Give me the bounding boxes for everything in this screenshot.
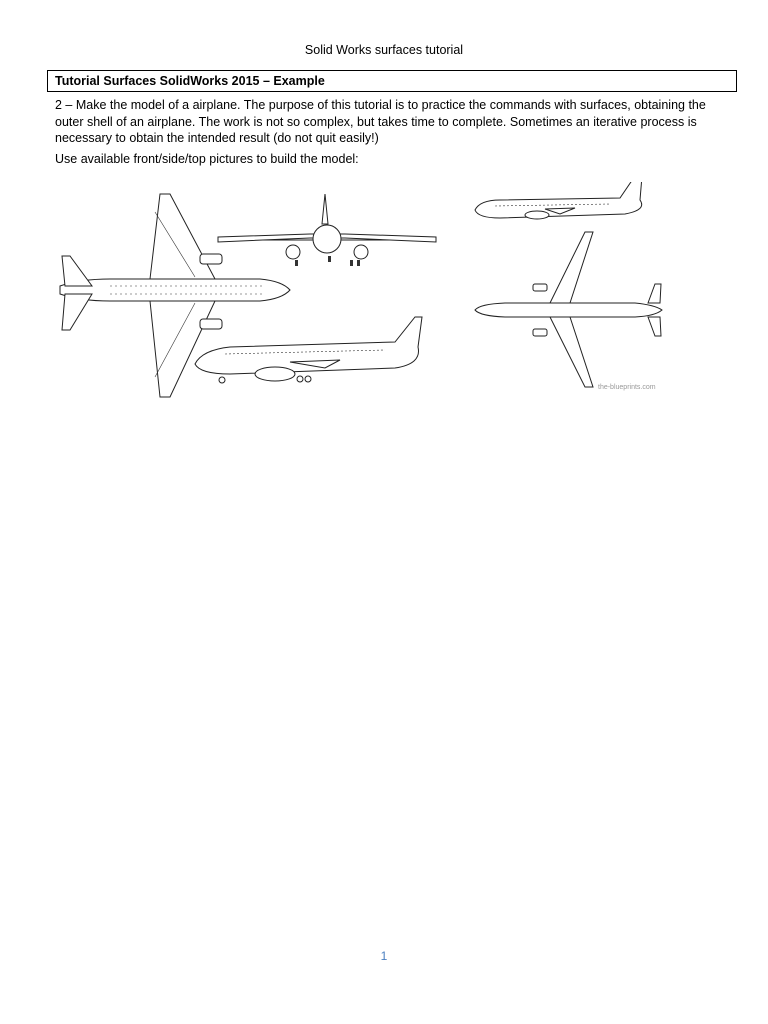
airplane-blueprints: [50, 182, 670, 402]
page-number: 1: [380, 949, 388, 963]
top-view-airplane-right: [475, 232, 662, 387]
side-view-airplane-right: [475, 182, 642, 219]
instructions-paragraph: 2 – Make the model of a airplane. The purpose of this tutorial is to practice the commands with surfaces, obtaining the outer shell of an airplane. The work is not so complex, but takes time to complete. Sometimes an iterative process is necessary to obtain the intended result (do not quit easily!): [55, 98, 706, 145]
side-view-airplane: [195, 317, 422, 383]
front-view-airplane: [218, 194, 436, 266]
blueprint-watermark: the-blueprints.com: [598, 384, 656, 391]
page-header: Solid Works surfaces tutorial: [304, 43, 464, 57]
tutorial-title: Tutorial Surfaces SolidWorks 2015 – Example: [47, 70, 737, 92]
instructions-paragraph-2: Use available front/side/top pictures to build the model:: [55, 152, 359, 166]
